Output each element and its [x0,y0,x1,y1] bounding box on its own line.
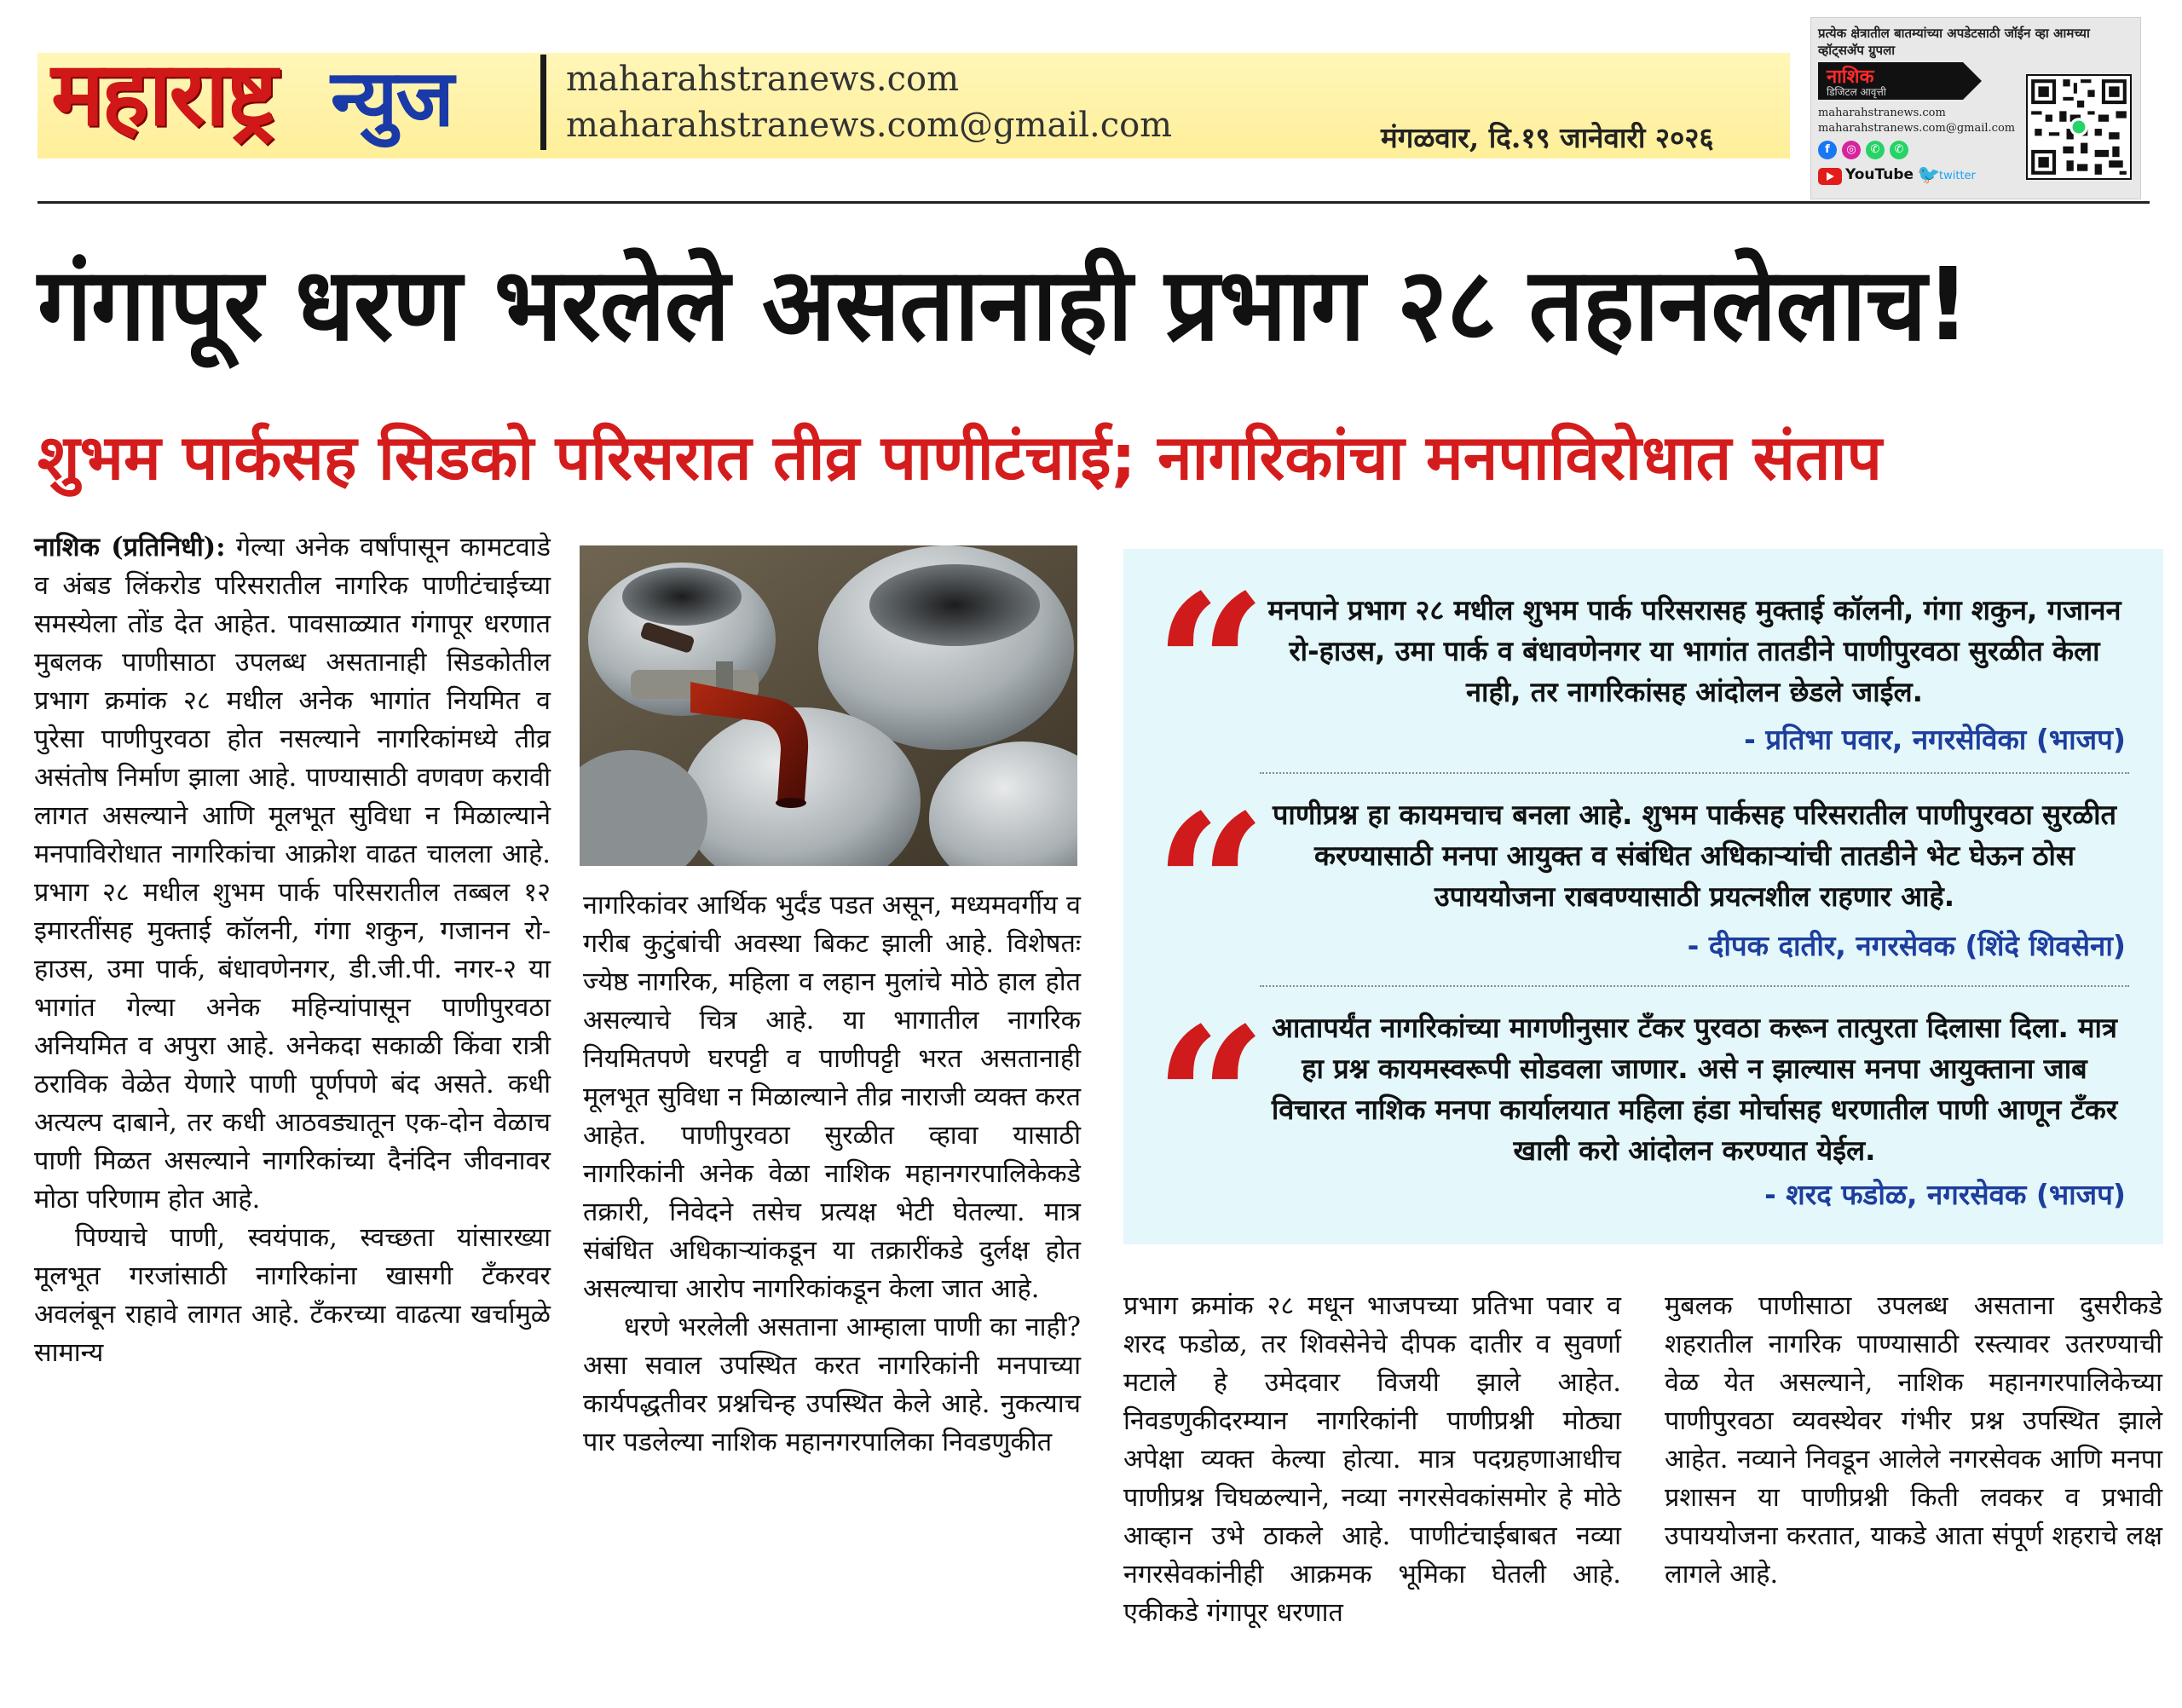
quote-3-text: आतापर्यंत नागरिकांच्या मागणीनुसार टँकर पुरवठा करून तात्पुरता दिलासा दिला. मात्र हा प्रश्न कायमस्वरूपी सोडवला जाणार. असे न झाल्यास मनपा आयुक्ताना जाब विचारत नाशिक मनपा कार्यालयात महिला हंडा मोर्चासह धरणातील पाणी आणून टँकर खाली करो आंदोलन करण्यात येईल. [1271,1012,2118,1167]
quote-divider [1260,985,2129,987]
logo-sub-text: न्युज [331,53,453,144]
twitter-label[interactable]: twitter [1939,170,1976,182]
promo-email[interactable]: maharahstranews.com@gmail.com [1818,122,2016,135]
facebook-icon[interactable]: f [1818,141,1837,159]
quote-2-attribution: - दीपक दातीर, नगरसेवक (शिंदे शिवसेना) [1687,929,2126,962]
article-column-1 [34,528,551,1372]
nashik-badge [1818,62,1963,100]
masthead-divider [540,55,546,150]
nashik-badge-subtitle: डिजिटल आवृत्ती [1827,86,1886,98]
article-column-3 [1123,1287,1621,1632]
logo-main-text: महाराष्ट्र [51,41,275,146]
column-2-paragraph-2: धरणे भरलेली असताना आम्हाला पाणी का नाही? असा सवाल उपस्थित करत नागरिकांनी मनपाच्या कार्यपद्धतीवर प्रश्नचिन्ह उपस्थित केले आहे. नुकत्याच पार पडलेल्या नाशिक महानगरपालिका निवडणुकीत [583,1313,1081,1457]
youtube-label[interactable]: YouTube [1845,166,1914,183]
quote-divider [1260,772,2129,774]
promo-text: प्रत्येक क्षेत्रातील बातम्यांच्या अपडेटसाठी जॉईन व्हा आमच्या व्हॉट्सअ‍ॅप ग्रुपला [1818,26,2090,58]
quote-1-text: मनपाने प्रभाग २८ मधील शुभम पार्क परिसरासह मुक्ताई कॉलनी, गंगा शकुन, गजानन रो-हाउस, उमा पार्क व बंधावणेनगर या भागांत तातडीने पाणीपुरवठा सुरळीत केला नाही, तर नागरिकांसह आंदोलन छेडले जाईल. [1267,594,2121,708]
article-column-4 [1665,1287,2162,1594]
quotes-box [1123,549,2163,1244]
tap-and-cans-image [580,545,1077,866]
quote-1-attribution: - प्रतिभा पवार, नगरसेविका (भाजप) [1744,723,2126,756]
quote-mark-icon: “ [1154,552,1267,782]
twitter-icon[interactable]: 🐦 [1917,164,1941,186]
quote-2-text: पाणीप्रश्न हा कायमचाच बनला आहे. शुभम पार्कसह परिसरातील पाणीपुरवठा सुरळीत करण्यासाठी मनपा आयुक्त व संबंधित अधिकाऱ्यांची तातडीने भेट घेऊन ठोस उपाययोजना राबवण्यासाठी प्रयत्नशील राहणार आहे. [1272,799,2117,913]
site-email[interactable]: maharahstranews.com@gmail.com [566,106,1173,145]
quote-3-attribution: - शरद फडोळ, नगरसेवक (भाजप) [1764,1178,2126,1211]
article-column-2 [583,886,1081,1462]
badge-arrow-icon [1963,62,1982,100]
whatsapp-promo-box[interactable] [1810,17,2141,199]
issue-date: मंगळवार, दि.१९ जानेवारी २०२६ [1381,121,1714,154]
column-3-paragraph-1: प्रभाग क्रमांक २८ मधून भाजपच्या प्रतिभा पवार व शरद फडोळ, तर शिवसेनेचे दीपक दातीर व सुवर्णा मटाले हे उमेदवार विजयी झाले आहेत. निवडणुकीदरम्यान नागरिकांनी पाणीप्रश्नी मोठ्या अपेक्षा व्यक्त केल्या होत्या. मात्र पदग्रहणाआधीच पाणीप्रश्न चिघळल्याने, नव्या नगरसेवकांसमोर हे मोठे आव्हान उभे ठाकले आहे. पाणीटंचाईबाबत नव्या नगरसेवकांनीही आक्रमक भूमिका घेतली आहे. एकीकडे गंगापूर धरणात [1123,1291,1621,1628]
subheadline: शुभम पार्कसह सिडको परिसरात तीव्र पाणीटंचाई; नागरिकांचा मनपाविरोधात संताप [38,422,1883,494]
column-4-paragraph-1: मुबलक पाणीसाठा उपलब्ध असताना दुसरीकडे शहरातील नागरिक पाण्यासाठी रस्त्यावर उतरण्याची वेळ येत असल्याने, नाशिक महानगरपालिकेच्या पाणीपुरवठा व्यवस्थेवर गंभीर प्रश्न उपस्थित झाले आहेत. नव्याने निवडून आलेले नगरसेवक आणि मनपा प्रशासन या पाणीप्रश्नी किती लवकर व प्रभावी उपाययोजना करतात, याकडे आता संपूर्ण शहराचे लक्ष लागले आहे. [1665,1291,2162,1590]
whatsapp-icon[interactable]: ✆ [1890,141,1908,159]
column-2-paragraph-1: नागरिकांवर आर्थिक भुर्दंड पडत असून, मध्यमवर्गीय व गरीब कुटुंबांची अवस्था बिकट झाली आहे. विशेषतः ज्येष्ठ नागरिक, महिला व लहान मुलांचे मोठे हाल होत असल्याचे चित्र आहे. या भागातील नागरिक नियमितपणे घरपट्टी व पाणीपट्टी भरत असतानाही मूलभूत सुविधा न मिळाल्याने तीव्र नाराजी व्यक्त करत आहेत. पाणीपुरवठा सुरळीत व्हावा यासाठी नागरिकांनी अनेक वेळा नाशिक महानगरपालिकेकडे तक्रारी, निवेदने तसेच प्रत्यक्ष भेटी घेतल्या. मात्र संबंधित अधिकाऱ्यांकडून या तक्रारींकडे दुर्लक्ष होत असल्याचा आरोप नागरिकांकडून केला जात आहे. [583,891,1081,1304]
youtube-play-icon [1827,172,1834,181]
column-1-paragraph-1 [34,528,551,1219]
nashik-badge-title: नाशिक [1827,66,1874,88]
masthead-rule [38,201,2150,204]
promo-url[interactable]: maharahstranews.com [1818,107,1946,119]
dateline: नाशिक (प्रतिनिधी): [34,532,226,563]
quote-mark-icon: “ [1154,985,1267,1215]
headline: गंगापूर धरण भरलेले असतानाही प्रभाग २८ तहानलेलाच! [38,245,1970,363]
instagram-icon[interactable]: ◎ [1842,141,1861,159]
column-1-text: गेल्या अनेक वर्षांपासून कामटवाडे व अंबड लिंकरोड परिसरातील नागरिक पाणीटंचाईच्या समस्येला तोंड देत आहेत. पावसाळ्यात गंगापूर धरणात मुबलक पाणीसाठा उपलब्ध असतानाही सिडकोतील प्रभाग क्रमांक २८ मधील अनेक भागांत नियमित व पुरेसा पाणीपुरवठा होत नसल्याने नागरिकांमध्ये तीव्र असंतोष निर्माण झाला आहे. पाण्यासाठी वणवण करावी लागत असल्याने आणि मूलभूत सुविधा न मिळाल्याने मनपाविरोधात नागरिकांचा आक्रोश वाढत चालला आहे. प्रभाग २८ मधील शुभम पार्क परिसरातील तब्बल १२ इमारतींसह मुक्ताई कॉलनी, गंगा शकुन, गजानन रो-हाउस, उमा पार्क, बंधावणेनगर, डी.जी.पी. नगर-२ या भागांत गेल्या अनेक महिन्यांपासून पाणीपुरवठा अनियमित व अपुरा आहे. अनेकदा सकाळी किंवा रात्री ठराविक वेळेत येणारे पाणी पूर्णपणे बंद असते. कधी अत्यल्प दाबाने, तर कधी आठवड्यातून एक-दोन वेळाच पाणी मिळत असल्याने नागरिकांच्या दैनंदिन जीवनावर मोठा परिणाम होत आहे. [34,533,551,1215]
qr-code[interactable] [2026,74,2132,180]
article-photo-water-tap [580,545,1077,866]
whatsapp-icon[interactable]: ✆ [1866,141,1885,159]
column-1-paragraph-2: पिण्याचे पाणी, स्वयंपाक, स्वच्छता यांसारख्या मूलभूत गरजांसाठी नागरिकांना खासगी टँकरवर अवलंबून राहावे लागत आहे. टँकरच्या वाढत्या खर्चामुळे सामान्य [34,1223,551,1368]
quote-mark-icon: “ [1154,772,1267,1002]
site-url[interactable]: maharahstranews.com [566,60,960,99]
